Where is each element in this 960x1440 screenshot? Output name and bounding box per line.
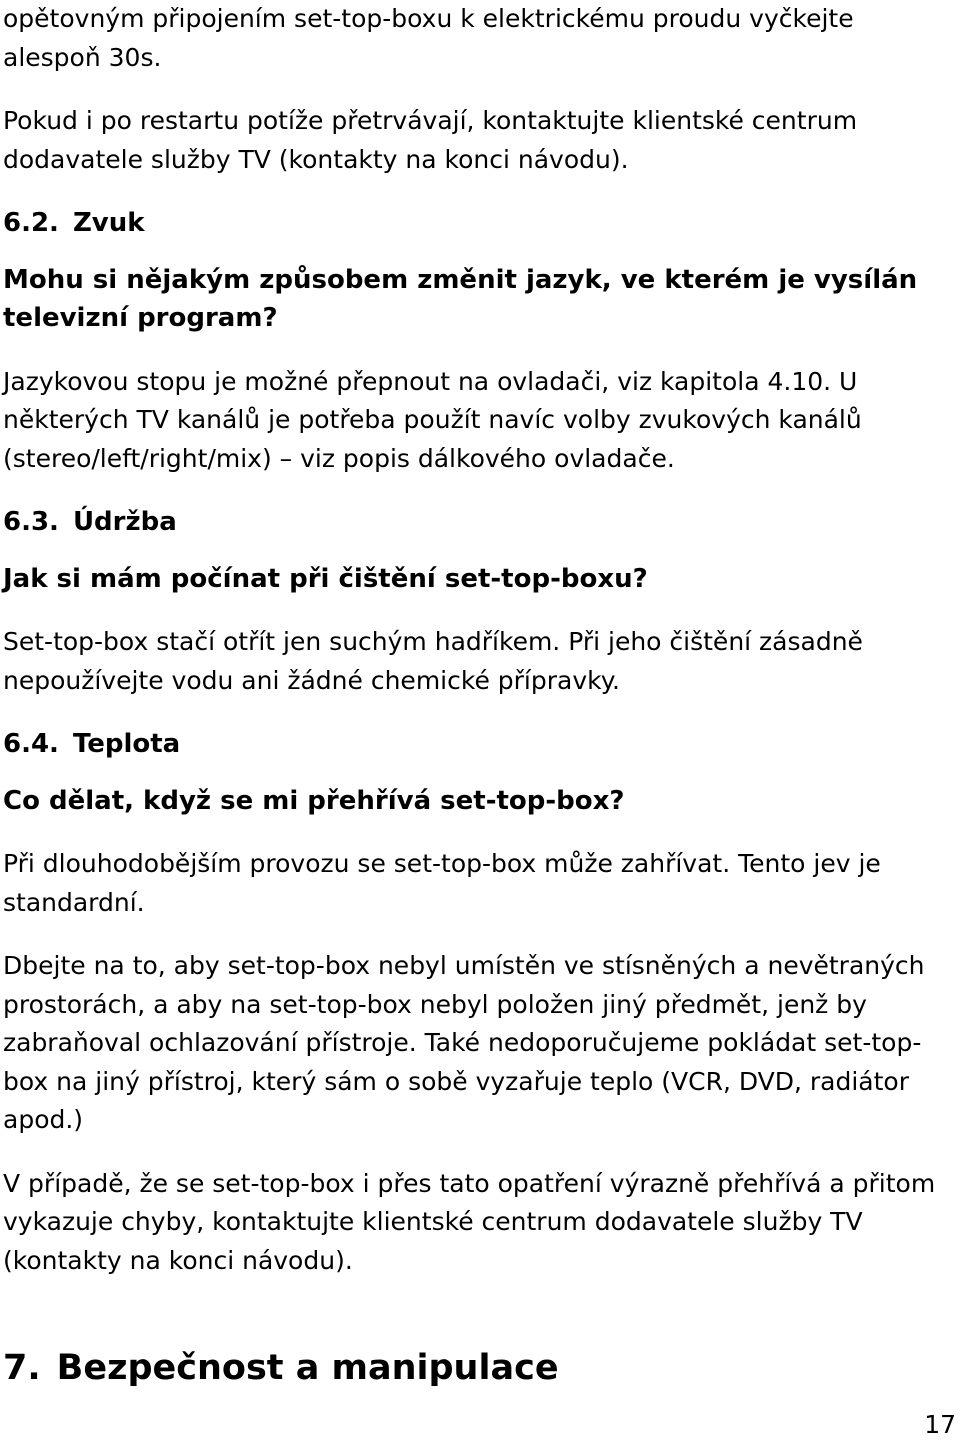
section-number: 6.2. (3, 208, 59, 238)
chapter-title: Bezpečnost a manipulace (56, 1348, 559, 1388)
paragraph-ventilation: Dbejte na to, aby set-top-box nebyl umístěn ve stísněných a nevětraných prostorách, a aby na set-top-box nebyl položen jiný předmět, jenž by zabraňoval ochlazování přístroje. Také nedoporučujeme pokládat set-top-box na jiný přístroj, který sám o sobě vyzařuje teplo (VCR, DVD, radiátor apod.) (3, 951, 925, 1134)
paragraph-restart-contact: Pokud i po restartu potíže přetrvávají, kontaktujte klientské centrum dodavatele služby TV (kontakty na konci návodu). (3, 106, 858, 174)
section-title: Údržba (72, 507, 177, 537)
paragraph-heating-normal: Při dlouhodobějším provozu se set-top-box může zahřívat. Tento jev je standardní. (3, 849, 881, 917)
section-heading-sound (3, 204, 955, 243)
paragraph-restart-wait: opětovným připojením set-top-boxu k elektrickému proudu vyčkejte alespoň 30s. (3, 4, 854, 72)
paragraph-cleaning: Set-top-box stačí otřít jen suchým hadříkem. Při jeho čištění zásadně nepoužívejte vodu ani žádné chemické přípravky. (3, 627, 863, 695)
section-number: 6.3. (3, 507, 59, 537)
page-number: 17 (924, 1410, 956, 1439)
chapter-heading (3, 1346, 955, 1390)
chapter-number: 7. (3, 1348, 41, 1388)
section-heading-temperature (3, 725, 955, 764)
paragraph-audio-track: Jazykovou stopu je možné přepnout na ovladači, viz kapitola 4.10. U některých TV kanálů je potřeba použít navíc volby zvukových kanálů (stereo/left/right/mix) – viz popis dálkového ovladače. (3, 366, 862, 473)
paragraph-overheat-contact: V případě, že se set-top-box i přes tato opatření výrazně přehřívá a přitom vykazuje chyby, kontaktujte klientské centrum dodavatele služby TV (kontakty na konci návodu). (3, 1168, 936, 1275)
question-overheating: Co dělat, když se mi přehřívá set-top-box? (3, 785, 625, 816)
section-title: Zvuk (72, 208, 145, 238)
question-language: Mohu si nějakým způsobem změnit jazyk, ve kterém je vysílán televizní program? (3, 264, 918, 333)
question-cleaning: Jak si mám počínat při čištění set-top-boxu? (3, 563, 648, 594)
section-title: Teplota (72, 729, 181, 759)
section-heading-maintenance (3, 503, 955, 542)
section-number: 6.4. (3, 729, 59, 759)
document-page (3, 0, 955, 1390)
